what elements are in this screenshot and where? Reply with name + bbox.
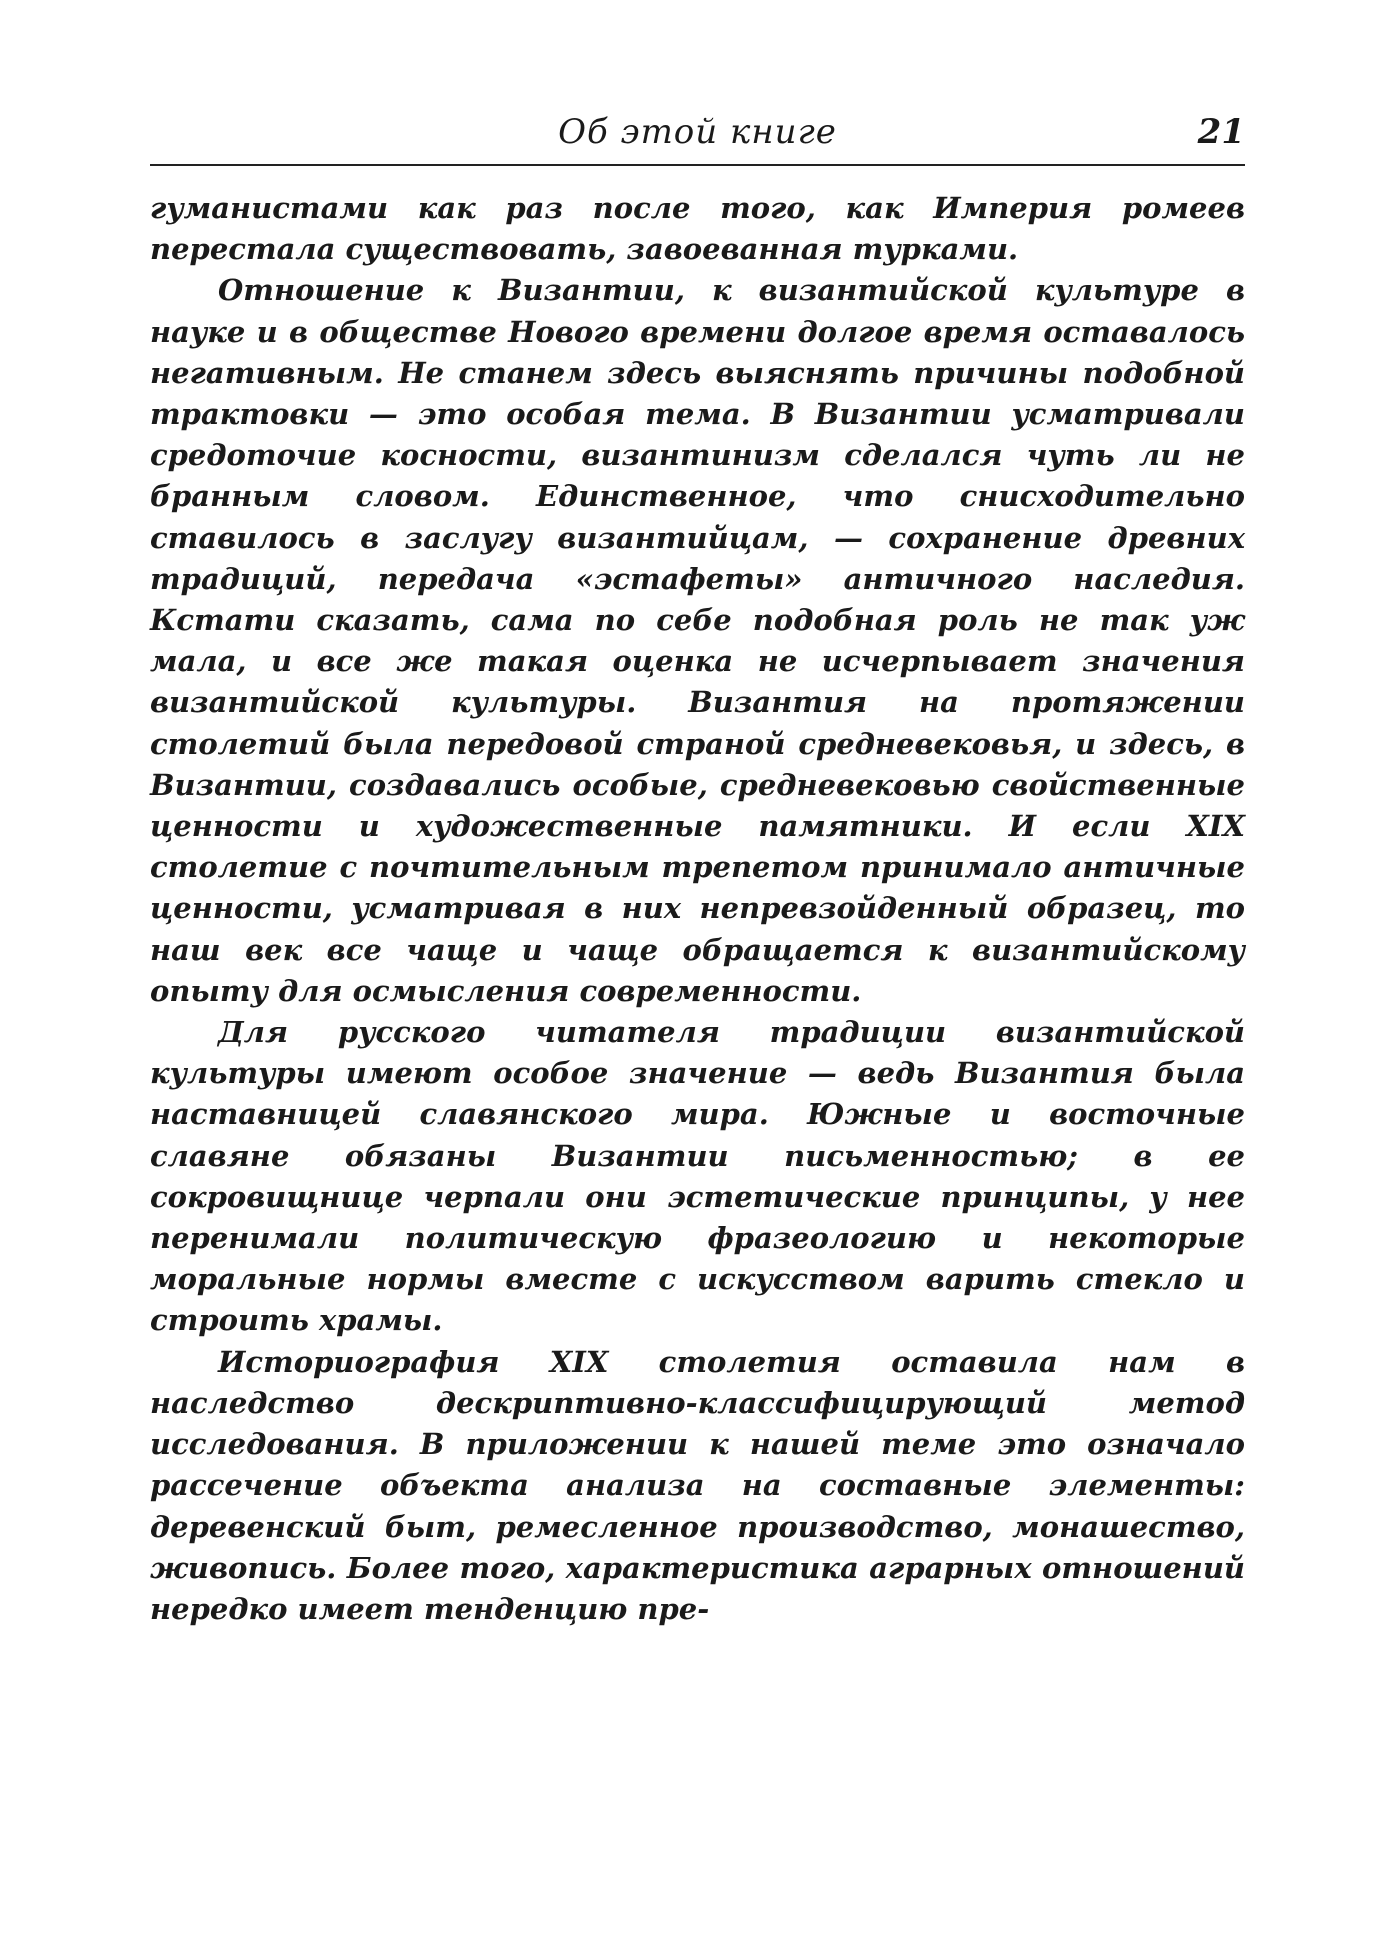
- paragraph: Историография XIX столетия оставила нам в наследство дескриптивно-классифицирующий метод исследования. В приложении к нашей теме это означало рассечение объекта анализа на составные элементы: деревенский быт, ремесленное производство, монашество, живопись. Более того, характеристика аграрных отношений нередко имеет тенденцию пре-: [150, 1344, 1245, 1626]
- book-page: [150, 108, 1245, 1630]
- running-title: Об этой книге: [558, 112, 837, 152]
- paragraph: Отношение к Византии, к византийской культуре в науке и в обществе Нового времени долгое время оставалось негативным. Не станем здесь выяснять причины подобной трактовки — это особая тема. В Византии усматривали средоточие косности, византинизм сделался чуть ли не бранным словом. Единственное, что снисходительно ставилось в заслугу византийцам, — сохранение древних традиций, передача «эстафеты» античного наследия. Кстати сказать, сама по себе подобная роль не так уж мала, и все же такая оценка не исчерпывает значения византийской культуры. Византия на протяжении столетий была передовой страной средневековья, и здесь, в Византии, создавались особые, средневековью свойственные ценности и художественные памятники. И если XIX столетие с почтительным трепетом принимало античные ценности, усматривая в них непревзойденный образец, то наш век все чаще и чаще обращается к византийскому опыту для осмысления современности.: [150, 273, 1245, 1008]
- body-text: [150, 188, 1245, 1630]
- running-head: [150, 108, 1245, 166]
- page-number: 21: [1197, 112, 1245, 152]
- paragraph-continued: гуманистами как раз после того, как Империя ромеев перестала существовать, завоеванная турками.: [150, 191, 1245, 267]
- paragraph: Для русского читателя традиции византийской культуры имеют особое значение — ведь Византия была наставницей славянского мира. Южные и восточные славяне обязаны Византии письменностью; в ее сокровищнице черпали они эстетические принципы, у нее перенимали политическую фразеологию и некоторые моральные нормы вместе с искусством варить стекло и строить храмы.: [150, 1015, 1245, 1338]
